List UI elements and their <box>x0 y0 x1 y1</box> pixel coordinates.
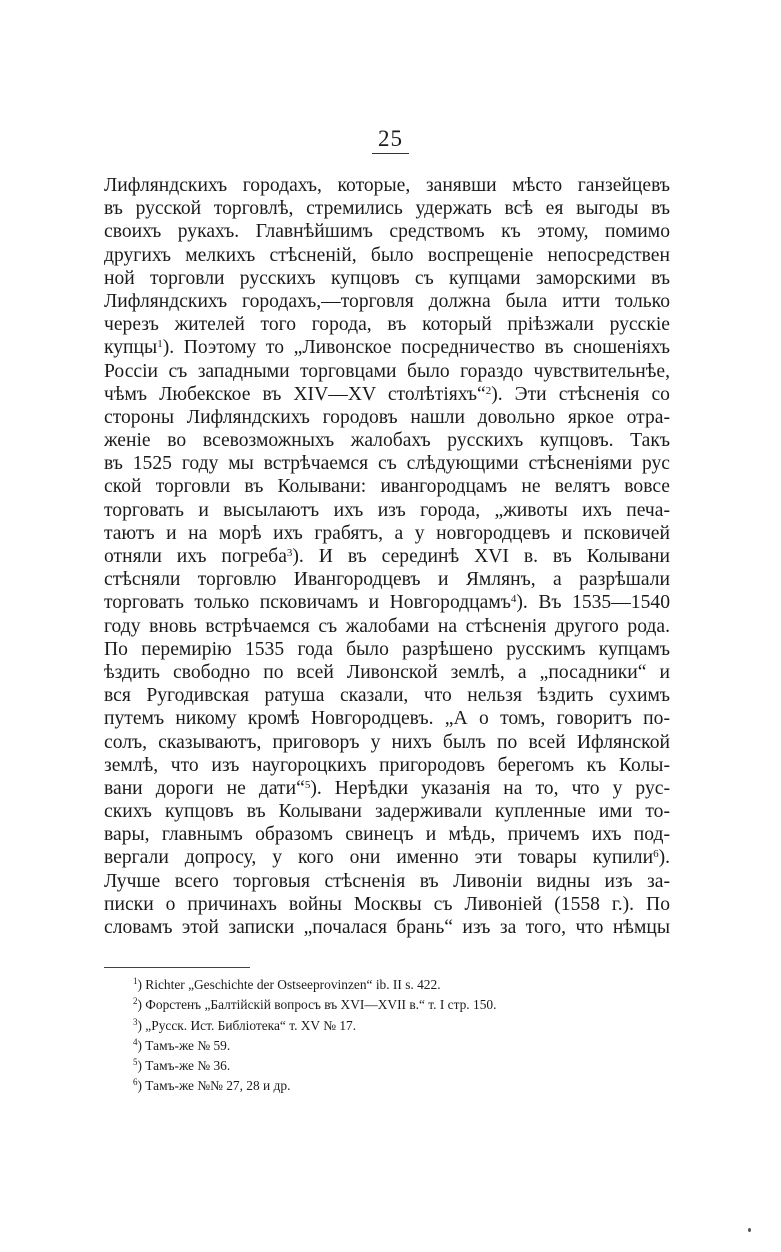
footnote-number: 3 <box>133 1016 138 1027</box>
footnotes <box>133 975 653 1097</box>
text-line: своихъ рукахъ. Главнѣйшимъ средствомъ къ этому, помимо <box>104 221 670 243</box>
text-line: въ русской торговлѣ, стремились удержать всѣ ея выгоды въ <box>104 198 670 220</box>
text-line: ской торговли въ Колывани: ивангородцамъ не велятъ вовсе <box>104 476 670 498</box>
footnote <box>133 1056 653 1076</box>
text-line: таютъ и на морѣ ихъ грабятъ, а у новгородцевъ и псковичей <box>104 522 670 544</box>
footnote-text: ) „Русск. Ист. Библіотека“ т. XV № 17. <box>137 1017 357 1033</box>
text-line: чѣмъ Любекское въ XIV—XV столѣтіяхъ“$^2$). Эти стѣсненія со <box>104 383 670 405</box>
footnote-number: 4 <box>133 1036 138 1047</box>
footnote-text: ) Форстенъ „Балтійскій вопросъ въ XVI—XVII в.“ т. I стр. 150. <box>137 997 497 1013</box>
footnote <box>133 975 653 995</box>
page-number-text: 25 <box>372 126 409 154</box>
text-line: скихъ купцовъ въ Колывани задерживали купленные ими то- <box>104 801 670 823</box>
footnote-number: 1 <box>133 976 138 986</box>
footnote <box>133 1036 653 1056</box>
text-line: Лучше всего торговыя стѣсненія въ Ливоніи видны изъ за- <box>104 870 670 892</box>
text-line: другихъ мелкихъ стѣсненій, было воспрещеніе непосредствен <box>104 244 670 266</box>
footnote-ref: 2 <box>485 384 492 397</box>
text-line: вани дороги не дати“$^5$). Нерѣдки указанія на то, что у рус- <box>104 777 670 799</box>
footnote-text: ) Тамъ-же № 36. <box>137 1058 231 1074</box>
text-line: Лифляндскихъ городахъ,—торговля должна была итти только <box>104 290 670 312</box>
footnote <box>133 1076 653 1096</box>
body-text <box>104 174 670 939</box>
footnote <box>133 995 653 1015</box>
text-line: ной торговли русскихъ купцовъ съ купцами заморскими въ <box>104 267 670 289</box>
text-line: купцы$^1$). Поэтому то „Ливонское посредничество въ сношеніяхъ <box>104 337 670 359</box>
text-line: По перемирію 1535 года было разрѣшено русскимъ купцамъ <box>104 638 670 660</box>
footnote-ref: 6 <box>653 848 659 861</box>
text-line: Россіи съ западными торговцами было гораздо чувствительнѣе, <box>104 360 670 382</box>
page-number <box>0 126 781 154</box>
text-line: вары, главнымъ образомъ свинецъ и мѣдь, причемъ ихъ под- <box>104 824 670 846</box>
text-line: женіе во всевозможныхъ жалобахъ русскихъ купцовъ. Такъ <box>104 430 670 452</box>
footnote-number: 2 <box>133 996 138 1007</box>
footnote-text: ) Тамъ-же №№ 27, 28 и др. <box>137 1078 291 1094</box>
text-line: въ 1525 году мы встрѣчаемся съ слѣдующими стѣсненіями рус <box>104 453 670 475</box>
footnote-number: 5 <box>133 1057 138 1068</box>
footnote-ref: 5 <box>304 778 311 791</box>
text-line: писки о причинахъ войны Москвы съ Ливоніей (1558 г.). По <box>104 893 670 915</box>
scan-speck <box>748 1228 751 1232</box>
text-line: году вновь встрѣчаемся съ жалобами на стѣсненія другого рода. <box>104 615 670 637</box>
text-line: Лифляндскихъ городахъ, которые, занявши мѣсто ганзейцевъ <box>104 175 670 196</box>
text-line: вергали допросу, у кого они именно эти товары купили$^6$). <box>104 847 670 869</box>
text-line: стороны Лифляндскихъ городовъ нашли довольно яркое отра- <box>104 406 670 428</box>
text-line: солъ, сказываютъ, приговоръ у нихъ былъ по всей Ифлянской <box>104 731 670 753</box>
text-line: стѣсняли торговлю Ивангородцевъ и Ямлянъ, а разрѣшали <box>104 569 670 591</box>
text-line: отняли ихъ погреба$^3$). И въ серединѣ XVI в. въ Колывани <box>104 546 670 567</box>
footnote <box>133 1016 653 1036</box>
text-line: землѣ, что изъ наугороцкихъ пригородовъ берегомъ къ Колы- <box>104 754 670 776</box>
footnote-text: ) Тамъ-же № 59. <box>137 1037 231 1053</box>
text-line: ѣздить свободно по всей Ливонской землѣ, а „посадники“ и <box>104 661 670 683</box>
text-line: путемъ никому кромѣ Новгородцевъ. „А о томъ, говоритъ по- <box>104 708 670 730</box>
text-line: черезъ жителей того города, въ который пріѣзжали русскіе <box>104 314 670 336</box>
text-line: словамъ этой записки „почалася брань“ изъ за того, что нѣмцы <box>104 917 670 938</box>
text-line: вся Ругодивская ратуша сказали, что нельзя ѣздить сухимъ <box>104 685 670 707</box>
footnote-ref: 4 <box>510 593 517 606</box>
footnote-number: 6 <box>133 1077 138 1088</box>
footnote-ref: 3 <box>286 547 293 559</box>
text-line: торговать и высылаютъ ихъ изъ города, „животы ихъ печа- <box>104 499 670 521</box>
footnote-rule <box>104 967 250 968</box>
footnote-ref: 1 <box>157 338 163 351</box>
footnote-text: ) Richter „Geschichte der Ostseeprovinzen“ ib. II s. 422. <box>137 977 441 992</box>
text-line: торговать только псковичамъ и Новгородцамъ$^4$). Въ 1535—1540 <box>104 592 670 614</box>
